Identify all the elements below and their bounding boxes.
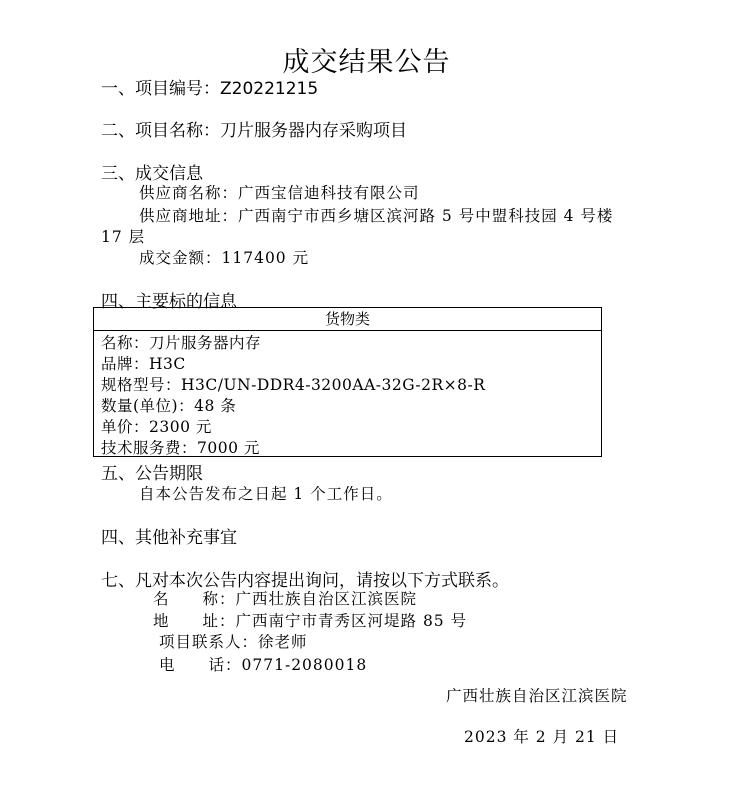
contact-heading: 七、凡对本次公告内容提出询问，请按以下方式联系。 bbox=[101, 571, 509, 591]
main-items-heading: 四、主要标的信息 bbox=[101, 292, 237, 312]
goods-row-name: 名称：刀片服务器内存 bbox=[101, 334, 262, 352]
deal-info-heading: 三、成交信息 bbox=[101, 164, 203, 184]
contact-phone-value: 0771-2080018 bbox=[241, 656, 368, 674]
goods-row-service-fee: 技术服务费：7000 元 bbox=[101, 439, 260, 457]
project-name-label: 二、项目名称： bbox=[101, 121, 220, 141]
project-number-value: Z20221215 bbox=[220, 79, 319, 99]
supplier-address-line1: 供应商地址：广西南宁市西乡塘区滨河路 5 号中盟科技园 4 号楼 bbox=[139, 207, 614, 225]
project-name bbox=[101, 116, 407, 141]
goods-row-unit-price: 单价：2300 元 bbox=[101, 418, 212, 436]
deal-amount: 成交金额：117400 元 bbox=[139, 249, 310, 267]
contact-name-label: 名 称： bbox=[153, 590, 236, 608]
goods-table bbox=[93, 307, 602, 457]
goods-row-model: 规格型号：H3C/UN-DDR4-3200AA-32G-2R×8-R bbox=[101, 376, 486, 394]
contact-address-label: 地 址： bbox=[153, 612, 236, 630]
project-name-value: 刀片服务器内存采购项目 bbox=[220, 121, 407, 141]
supplier-address-line2: 17 层 bbox=[101, 228, 146, 246]
signature-date: 2023 年 2 月 21 日 bbox=[464, 728, 620, 746]
project-number-label: 一、项目编号： bbox=[101, 79, 220, 99]
contact-phone bbox=[159, 653, 367, 675]
page-title: 成交结果公告 bbox=[282, 47, 451, 78]
contact-phone-label: 电 话： bbox=[159, 656, 242, 674]
goods-row-brand: 品牌：H3C bbox=[101, 355, 186, 373]
project-number bbox=[101, 74, 318, 99]
notice-period-heading: 五、公告期限 bbox=[101, 464, 203, 484]
supplier-name: 供应商名称：广西宝信迪科技有限公司 bbox=[139, 184, 420, 202]
notice-period-text: 自本公告发布之日起 1 个工作日。 bbox=[139, 485, 393, 503]
contact-name bbox=[153, 587, 417, 609]
contact-address-value: 广西南宁市青秀区河堤路 85 号 bbox=[235, 612, 468, 630]
contact-name-value: 广西壮族自治区江滨医院 bbox=[235, 590, 418, 608]
contact-address bbox=[153, 609, 467, 631]
signature-org: 广西壮族自治区江滨医院 bbox=[446, 687, 628, 705]
goods-row-quantity: 数量(单位)：48 条 bbox=[101, 397, 237, 415]
goods-table-header: 货物类 bbox=[94, 308, 601, 331]
other-matters-heading: 四、其他补充事宜 bbox=[101, 528, 237, 548]
contact-person: 项目联系人：徐老师 bbox=[159, 633, 308, 651]
